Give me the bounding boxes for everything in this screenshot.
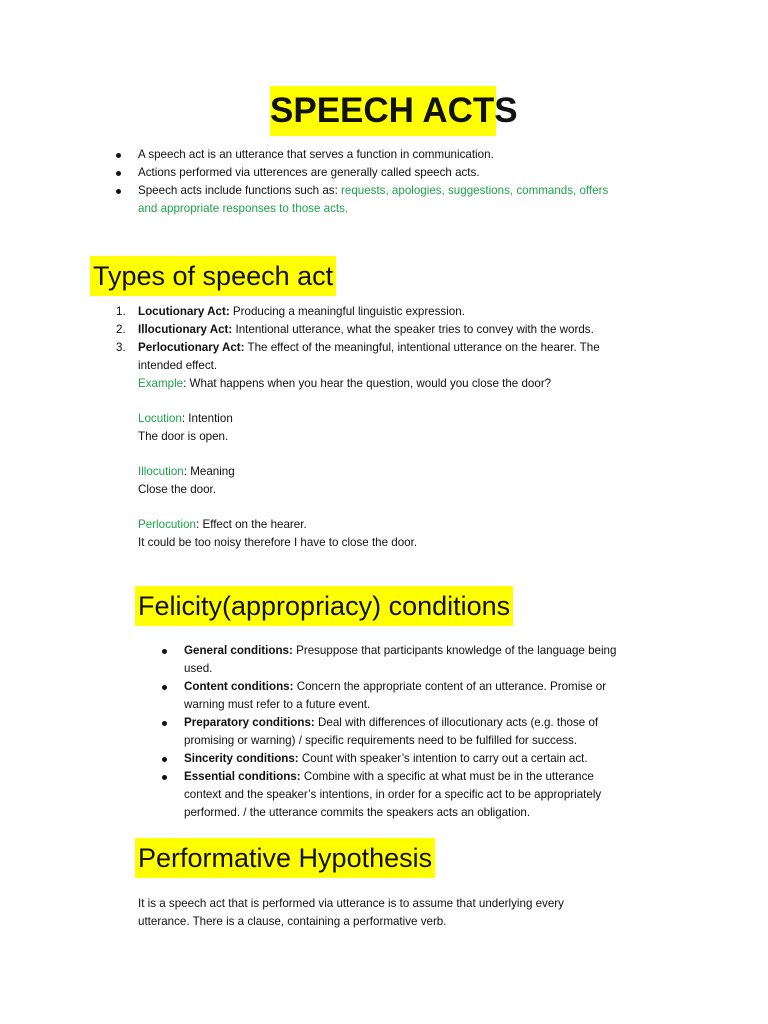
type-term: Perlocutionary Act: bbox=[138, 341, 245, 354]
example-text: : What happens when you hear the question, would you close the door? bbox=[183, 377, 552, 390]
illocution-text: : Meaning bbox=[183, 465, 235, 478]
condition-sincerity bbox=[184, 750, 588, 768]
bullet-icon bbox=[116, 153, 121, 158]
condition-text: Concern the appropriate content of an utterance. Promise or bbox=[293, 680, 607, 693]
condition-content-cont: warning must refer to a future event. bbox=[184, 698, 371, 711]
condition-essential-cont-2: performed. / the utterance commits the speakers acts an obligation. bbox=[184, 806, 531, 819]
intro-bullet-2: Actions performed via utterences are generally called speech acts. bbox=[138, 166, 480, 179]
condition-term: Content conditions: bbox=[184, 680, 294, 693]
condition-preparatory-cont: promising or warning) / specific requirements need to be fulfilled for success. bbox=[184, 734, 578, 747]
list-number: 2. bbox=[116, 323, 126, 336]
perlocution-label: Perlocution bbox=[138, 518, 197, 531]
condition-content bbox=[184, 678, 606, 696]
illocution-label: Illocution bbox=[138, 465, 184, 478]
intro-bullet-3 bbox=[138, 182, 608, 200]
locution-text: : Intention bbox=[181, 412, 233, 425]
intro-bullet-1: A speech act is an utterance that serves a function in communication. bbox=[138, 148, 494, 161]
type-term: Locutionary Act: bbox=[138, 305, 230, 318]
type-item-locutionary bbox=[138, 303, 465, 321]
type-text: The effect of the meaningful, intentional utterance on the hearer. The bbox=[244, 341, 600, 354]
bullet-icon bbox=[162, 649, 167, 654]
condition-general-cont: used. bbox=[184, 662, 213, 675]
perlocution-line bbox=[138, 516, 307, 534]
locution-line bbox=[138, 410, 233, 428]
type-item-illocutionary bbox=[138, 321, 594, 339]
type-item-perlocutionary bbox=[138, 339, 600, 357]
intro-bullet-3-prefix: Speech acts include functions such as: bbox=[138, 184, 342, 197]
intro-bullet-3-green: requests, apologies, suggestions, commands, offers bbox=[341, 184, 609, 197]
type-item-perlocutionary-cont: intended effect. bbox=[138, 359, 218, 372]
heading-performative: Performative Hypothesis bbox=[135, 838, 435, 878]
condition-essential-cont-1: context and the speaker’s intentions, in order for a specific act to be appropriately bbox=[184, 788, 602, 801]
condition-preparatory bbox=[184, 714, 598, 732]
performative-line-1: It is a speech act that is performed via utterance is to assume that underlying every bbox=[138, 897, 564, 910]
performative-line-2: utterance. There is a clause, containing a performative verb. bbox=[138, 915, 447, 928]
example-line bbox=[138, 375, 551, 393]
type-term: Illocutionary Act: bbox=[138, 323, 233, 336]
condition-text: Deal with differences of illocutionary acts (e.g. those of bbox=[314, 716, 599, 729]
condition-term: General conditions: bbox=[184, 644, 293, 657]
condition-term: Preparatory conditions: bbox=[184, 716, 315, 729]
condition-text: Count with speaker’s intention to carry out a certain act. bbox=[298, 752, 588, 765]
list-number: 3. bbox=[116, 341, 126, 354]
bullet-icon bbox=[116, 189, 121, 194]
bullet-icon bbox=[116, 171, 121, 176]
page-title: SPEECH ACTS bbox=[270, 86, 496, 136]
list-number: 1. bbox=[116, 305, 126, 318]
locution-example: The door is open. bbox=[138, 430, 229, 443]
bullet-icon bbox=[162, 685, 167, 690]
bullet-icon bbox=[162, 721, 167, 726]
perlocution-example: It could be too noisy therefore I have to close the door. bbox=[138, 536, 418, 549]
type-text: Producing a meaningful linguistic expression. bbox=[229, 305, 465, 318]
bullet-icon bbox=[162, 757, 167, 762]
condition-term: Essential conditions: bbox=[184, 770, 301, 783]
condition-general bbox=[184, 642, 616, 660]
illocution-example: Close the door. bbox=[138, 483, 216, 496]
type-text: Intentional utterance, what the speaker tries to convey with the words. bbox=[232, 323, 594, 336]
condition-text: Combine with a specific at what must be in the utterance bbox=[300, 770, 594, 783]
condition-text: Presuppose that participants knowledge of the language being bbox=[292, 644, 617, 657]
illocution-line bbox=[138, 463, 235, 481]
bullet-icon bbox=[162, 775, 167, 780]
example-label: Example bbox=[138, 377, 184, 390]
condition-essential bbox=[184, 768, 594, 786]
perlocution-text: : Effect on the hearer. bbox=[196, 518, 307, 531]
heading-felicity: Felicity(appropriacy) conditions bbox=[135, 586, 513, 626]
locution-label: Locution bbox=[138, 412, 182, 425]
intro-bullet-3-cont: and appropriate responses to those acts. bbox=[138, 202, 349, 215]
condition-term: Sincerity conditions: bbox=[184, 752, 299, 765]
heading-types: Types of speech act bbox=[90, 256, 336, 296]
